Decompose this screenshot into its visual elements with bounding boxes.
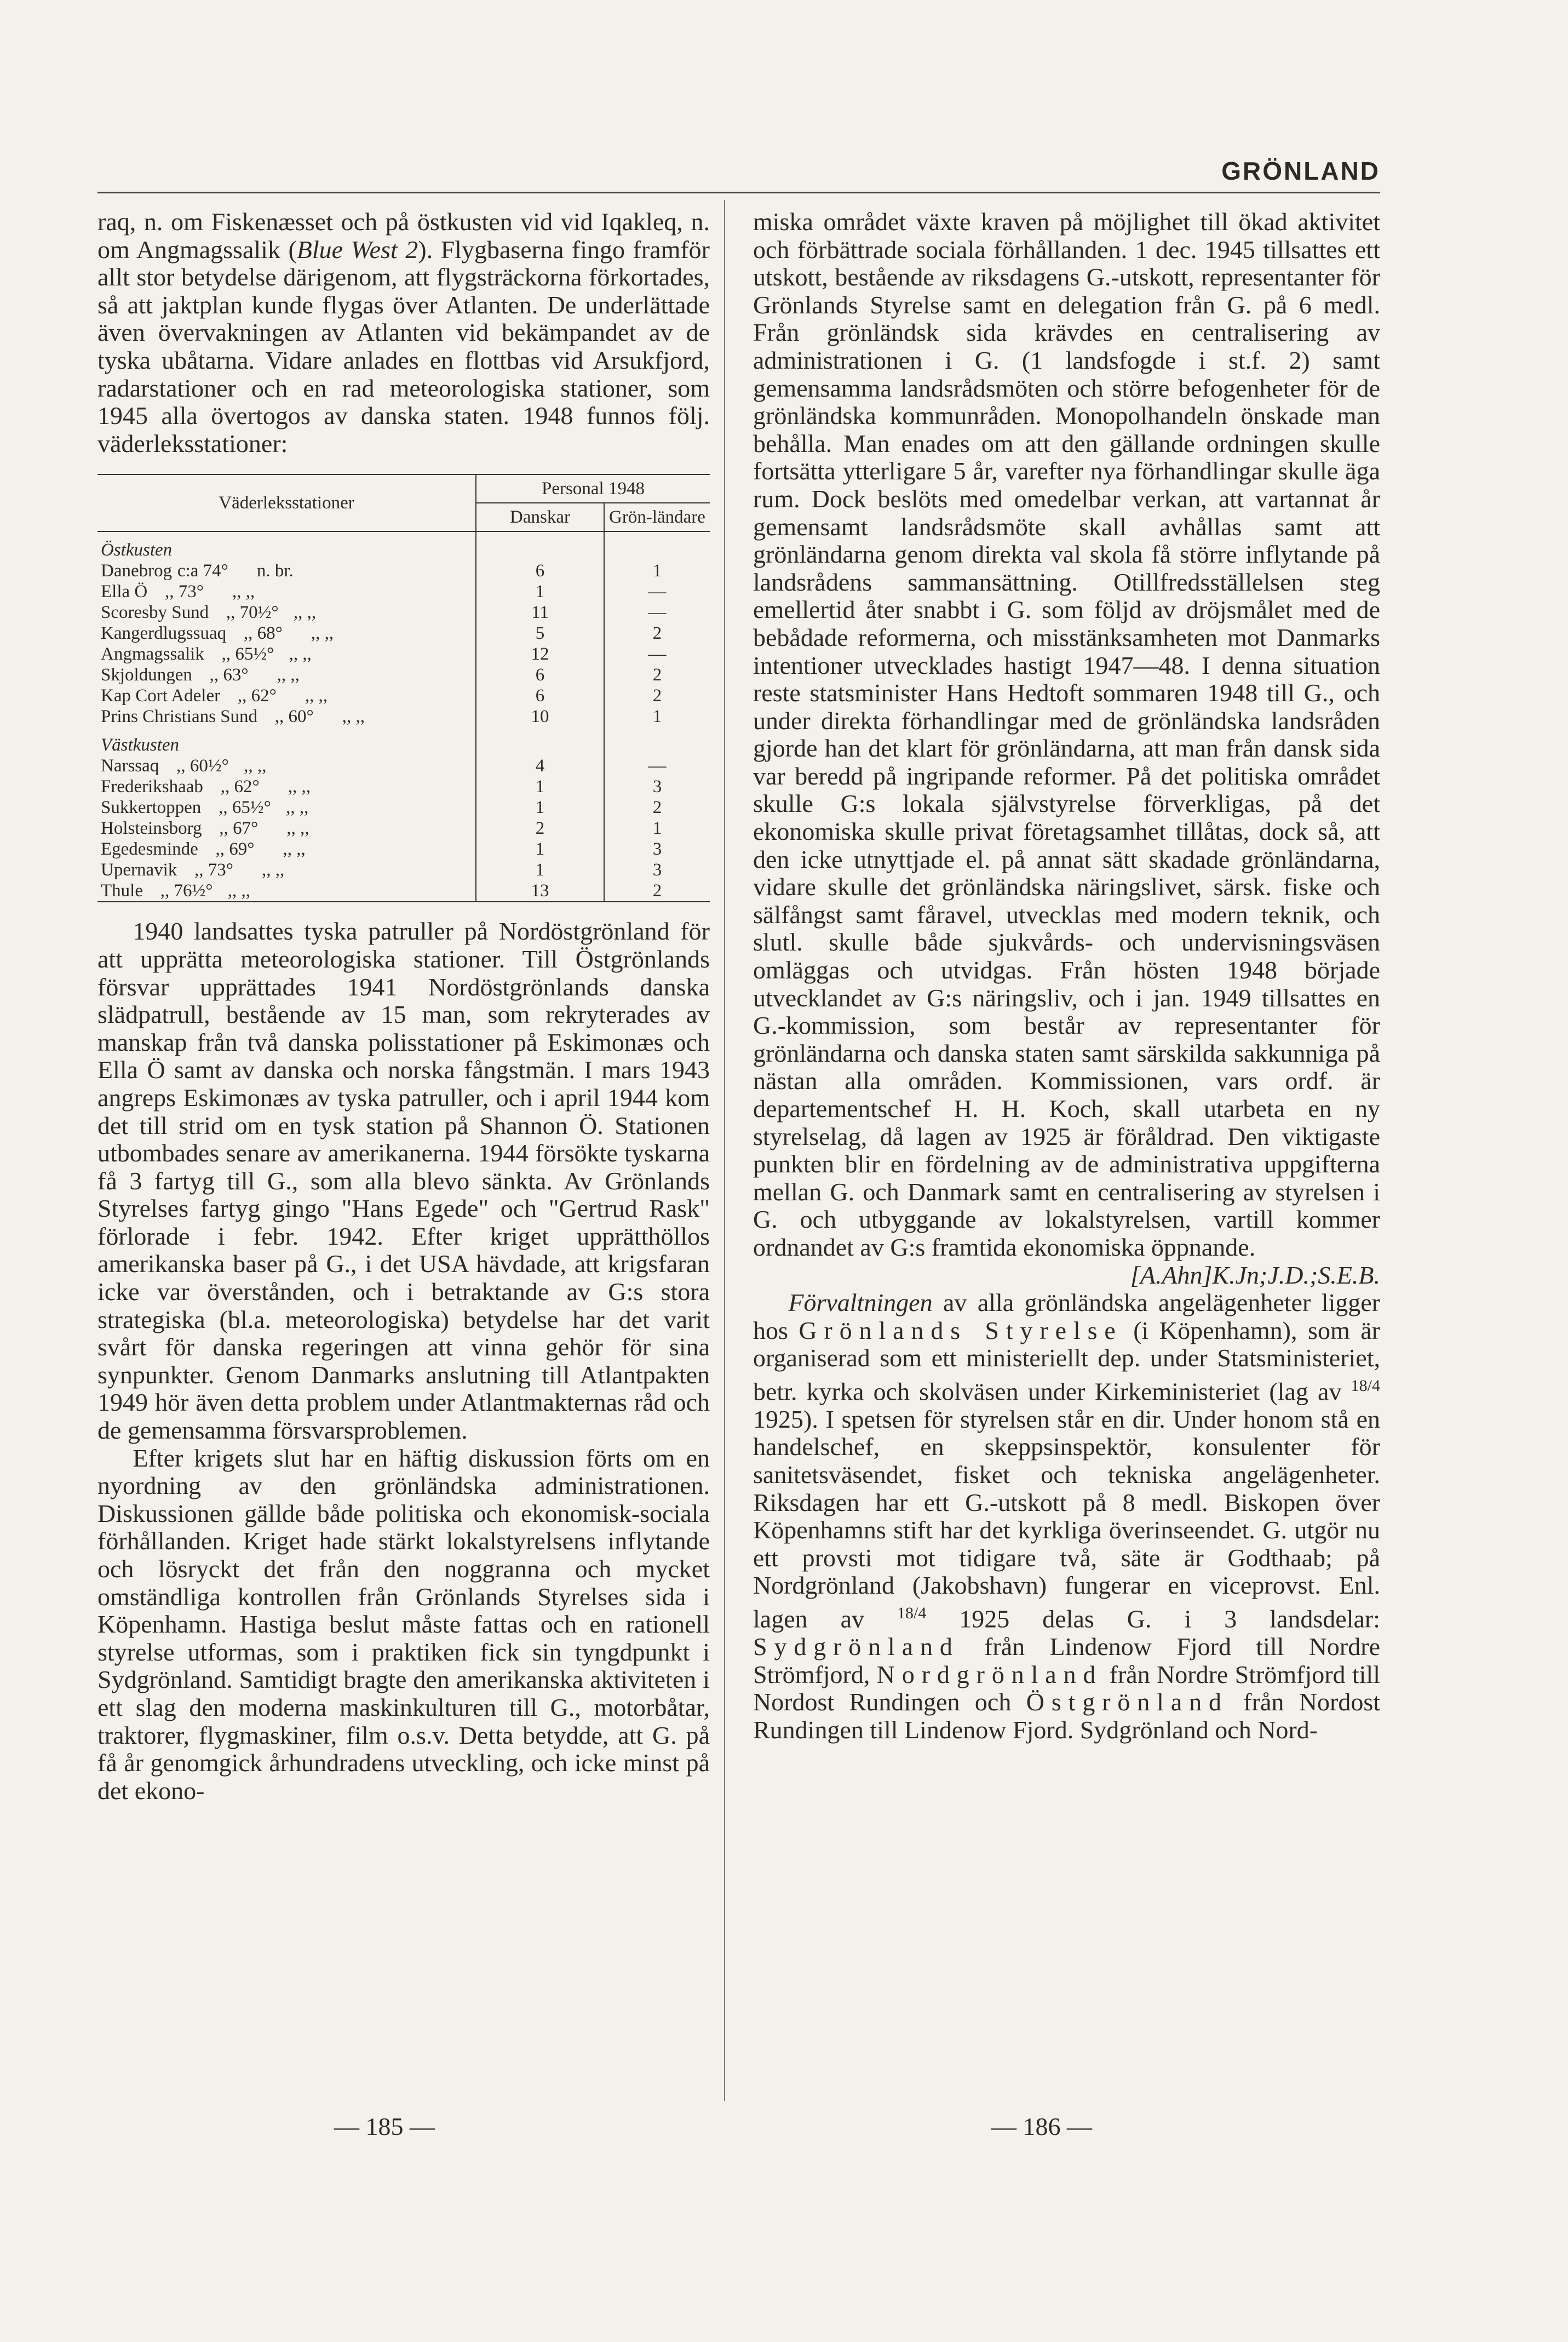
right-paragraph-1: miska området växte kraven på möjlighet till ökad aktivitet och förbättrade sociala förhållanden. 1 dec. 1945 tillsattes ett utskott, bestående av riksdagens G.-utskott, representanter för Grönlands Styrelse samt en delegation från G. på 6 medl. Från grönländsk sida krävdes en centralisering av administrationen i G. (1 landsfogde i st.f. 2) samt gemensamma landsrådsmöten och större befogenheter för de grönländska kommunråden. Monopolhandeln önskade man behålla. Man enades om att den gällande ordningen skulle fortsätta ytterligare 5 år, varefter nya förhandlingar skulle äga rum. Dock beslöts med omedelbar verkan, att vartannat år gemensamt landsrådsmöte skall avhållas samt att grönländarna genom direkta val skola få större inflytande på landsrådens sammansättning. Otillfredsställelsen steg emellertid åter snabbt i G. som följd av dröjsmålet med de bebådade reformerna, och misstänksamheten mot Danmarks intentioner utvecklades hastigt 1947—48. I denna situation reste statsminister Hans Hedtoft sommaren 1948 till G., och under direkta förhandlingar med de grönländska landsråden gjorde han det klart för grönländarna, att man från dansk sida var beredd på ingripande reformer. På det politiska området skulle G:s lokala självstyrelse förverkligas, på det ekonomiska skulle privat företagsamhet tillåtas, dock så, att den icke utnyttjade el. på annat sätt skadade grönländarna, vidare skulle det grönländska näringslivet, särsk. fiske och sälfångst samt fåravel, utvecklas med modern teknik, och slutl. skulle både sjukvårds- och undervisningsväsen omläggas och utvidgas. Från hösten 1948 började utvecklandet av G:s näringsliv, och i jan. 1949 tillsattes en G.-kommission, som består av representanter för grönländarna och danska staten samt särskilda sakkunniga på nästan alla områden. Kommissionen, vars ordf. är departementschef H. H. Koch, skall utarbeta en ny styrelselag, då lagen av 1925 är föråldrad. Den viktigaste punkten blir en fördelning av de administrativa uppgifterna mellan G. och Danmark samt en centralisering av styrelsen i G. och utbyggande av lokalstyrelsen, vartill kommer ordnandet av G:s framtida ekonomiska öppnande.: [753, 208, 1380, 1261]
station-name: Prins Christians Sund: [101, 707, 258, 727]
station-prefix: ,,: [220, 777, 230, 797]
table-row: [97, 776, 710, 797]
station-suffix: ,, ,,: [293, 603, 317, 623]
station-prefix: ,,: [219, 798, 228, 818]
station-cell: [97, 623, 476, 644]
station-suffix: ,, ,,: [232, 582, 255, 602]
station-suffix: ,, ,,: [342, 707, 365, 727]
danskar-cell: 13: [476, 880, 604, 902]
station-name: Frederikshaab: [101, 777, 203, 797]
station-cell: [97, 880, 476, 902]
station-latitude: 65½°: [232, 798, 271, 818]
station-cell: [97, 560, 476, 581]
danskar-cell: 5: [476, 623, 604, 644]
header-rule: [97, 192, 1380, 193]
table-row: [97, 755, 710, 776]
danskar-cell: 1: [476, 797, 604, 818]
left-paragraph-2: 1940 landsattes tyska patruller på Nordöstgrönland för att upprätta meteorologiska stationer. Till Östgrönlands försvar upprättades 1941 Nordöstgrönlands danska slädpatrull, bestående av 15 man, som rekryterades av manskap från två danska polisstationer på Eskimonæs och Ella Ö samt av danska och norska fångstmän. I mars 1943 angreps Eskimonæs av tyska patruller, och i april 1944 kom det till strid om en tysk station på Shannon Ö. Stationen utbombades senare av amerikanerna. 1944 försökte tyskarna få 3 fartyg till G., som alla blevo sänkta. Av Grönlands Styrelses fartyg gingo "Hans Egede" och "Gertrud Rask" förlorade i febr. 1942. Efter kriget upprätthöllos amerikanska baser på G., i det USA hävdade, att krigsfaran icke var överstånden, och i betraktande av G:s stora strategiska (bl.a. meteorologiska) betydelse har det varit svårt för danska regeringen att vinna gehör för sina synpunkter. Genom Danmarks anslutning till Atlantpakten 1949 hör även detta problem under Atlantmakternas råd och de gemensamma försvarsproblemen.: [97, 917, 710, 1445]
station-latitude: 73°: [208, 860, 233, 880]
gronlandare-cell: —: [648, 582, 667, 602]
left-paragraph-1: raq, n. om Fiskenæsset och på östkusten vid vid Iqakleq, n. om Angmagssalik (Blue West 2). Flygbaserna fingo framför allt stor betydelse därigenom, att flygsträckorna förkortades, så att jaktplan kunde flygas över Atlanten. De underlättade även övervakningen av Atlanten vid bekämpandet av de tyska ubåtarna. Vidare anlades en flottbas vid Arsukfjord, radarstationer och en rad meteorologiska stationer, som 1945 alla övertogos av danska staten. 1948 funnos följ. väderleksstationer:: [97, 208, 710, 457]
danskar-cell: 4: [476, 755, 604, 776]
station-prefix: ,,: [209, 665, 219, 685]
table-row: [97, 665, 710, 685]
station-latitude: 69°: [229, 839, 255, 860]
station-cell: [97, 602, 476, 623]
station-latitude: 74°: [203, 561, 228, 581]
gronlandare-cell: 3: [652, 860, 662, 880]
station-latitude: 67°: [233, 818, 259, 839]
danskar-cell: 2: [476, 818, 604, 839]
station-suffix: ,, ,,: [262, 860, 285, 880]
table-row: [97, 623, 710, 644]
gronlandare-cell: 1: [652, 707, 662, 727]
station-latitude: 62°: [234, 777, 260, 797]
station-name: Sukkertoppen: [101, 798, 202, 818]
station-name: Thule: [101, 881, 143, 901]
station-name: Kap Cort Adeler: [101, 686, 221, 706]
gronlandare-cell: —: [648, 603, 667, 623]
station-prefix: ,,: [215, 839, 225, 860]
gronlandare-cell: —: [648, 644, 667, 665]
station-name: Danebrog: [101, 561, 173, 581]
gronlandare-cell: 2: [652, 623, 662, 644]
table-row: [97, 818, 710, 839]
danskar-cell: 1: [476, 860, 604, 880]
station-name: Egedesminde: [101, 839, 198, 860]
station-cell: [97, 685, 476, 706]
station-prefix: ,,: [194, 860, 204, 880]
station-latitude: 70½°: [239, 603, 279, 623]
section-label: Östkusten: [97, 531, 476, 560]
table-row: [97, 860, 710, 880]
gronlandare-cell: 3: [652, 777, 662, 797]
station-suffix: ,, ,,: [311, 623, 334, 644]
station-suffix: ,, ,,: [289, 644, 312, 665]
station-latitude: 73°: [178, 582, 204, 602]
column-divider: [724, 200, 725, 2101]
station-name: Angmagssalik: [101, 644, 204, 665]
station-name: Skjoldungen: [101, 665, 192, 685]
station-cell: [97, 581, 476, 602]
gronlandare-cell: 3: [652, 839, 662, 860]
table-row: [97, 797, 710, 818]
station-name: Scoresby Sund: [101, 603, 209, 623]
station-latitude: 76½°: [174, 881, 213, 901]
station-latitude: 60°: [288, 707, 314, 727]
weather-stations-table: [97, 474, 710, 902]
table-row: [97, 602, 710, 623]
station-suffix: ,, ,,: [305, 686, 328, 706]
station-prefix: c:a: [177, 561, 199, 581]
station-suffix: ,, ,,: [277, 665, 300, 685]
danskar-cell: 11: [476, 602, 604, 623]
danskar-cell: 1: [476, 581, 604, 602]
station-cell: [97, 839, 476, 860]
station-cell: [97, 860, 476, 880]
danskar-cell: 6: [476, 665, 604, 685]
station-cell: [97, 776, 476, 797]
station-suffix: ,, ,,: [283, 839, 306, 860]
table-row: [97, 880, 710, 902]
table-section-row: [97, 727, 710, 755]
station-prefix: ,,: [226, 603, 236, 623]
col-header-stations: Väderleksstationer: [97, 474, 476, 531]
station-latitude: 62°: [251, 686, 277, 706]
station-latitude: 63°: [223, 665, 249, 685]
table-row: [97, 685, 710, 706]
station-cell: [97, 797, 476, 818]
table-row: [97, 581, 710, 602]
station-latitude: 68°: [257, 623, 283, 644]
author-signature: [A.Ahn]K.Jn;J.D.;S.E.B.: [1130, 1261, 1380, 1289]
col-header-gronlandare: Grön-ländare: [609, 507, 705, 528]
station-name: Kangerdlugssuaq: [101, 623, 227, 644]
station-suffix: n. br.: [256, 561, 294, 581]
station-cell: [97, 818, 476, 839]
station-cell: [97, 755, 476, 776]
gronlandare-cell: 1: [652, 561, 662, 581]
danskar-cell: 6: [476, 560, 604, 581]
station-cell: [97, 665, 476, 685]
station-suffix: ,, ,,: [286, 818, 309, 839]
station-name: Narssaq: [101, 756, 159, 776]
col-header-danskar: Danskar: [476, 503, 604, 531]
gronlandare-cell: 2: [652, 665, 662, 685]
right-column: [753, 208, 1380, 1744]
danskar-cell: 10: [476, 706, 604, 727]
station-suffix: ,, ,,: [244, 756, 267, 776]
station-name: Upernavik: [101, 860, 177, 880]
station-prefix: ,,: [176, 756, 186, 776]
gronlandare-cell: 2: [652, 798, 662, 818]
station-latitude: 65½°: [235, 644, 274, 665]
station-name: Ella Ö: [101, 582, 148, 602]
left-column: [97, 208, 710, 1805]
section-label: Västkusten: [97, 727, 476, 755]
col-header-personal: Personal 1948: [476, 474, 710, 503]
danskar-cell: 12: [476, 644, 604, 665]
danskar-cell: 1: [476, 839, 604, 860]
right-paragraph-2: Förvaltningen av alla grönländska angelägenheter ligger hos Grönlands Styrelse (i Köpenhamn), som är organiserad som ett ministeriellt dep. under Statsministeriet, betr. kyrka och skolväsen under Kirkeministeriet (lag av $^{18/4}$ 1925). I spetsen för styrelsen står en dir. Under honom stå en handelschef, en skeppsinspektör, konsulenter för sanitetsväsendet, fisket och tekniska angelägenheter. Riksdagen har ett G.-utskott på 8 medl. Biskopen över Köpenhamns stift har det kyrkliga överinseendet. G. utgör nu ett provsti mot tidigare två, säte är Godthaab; på Nordgrönland (Jakobshavn) fungerar en viceprovst. Enl. lagen av $^{18/4}$ 1925 delas G. i 3 landsdelar: Sydgrönland från Lindenow Fjord till Nordre Strömfjord, Nordgrönland från Nordre Strömfjord till Nordost Rundingen och Östgrönland från Nordost Rundingen till Lindenow Fjord. Sydgrönland och Nord-: [753, 1289, 1381, 1744]
station-prefix: ,,: [274, 707, 284, 727]
table-section-row: [97, 531, 710, 560]
station-suffix: ,, ,,: [286, 798, 309, 818]
gronlandare-cell: —: [648, 756, 667, 776]
station-prefix: ,,: [221, 644, 231, 665]
gronlandare-cell: 1: [652, 818, 662, 839]
left-paragraph-3: Efter krigets slut har en häftig diskussion förts om en nyordning av den grönländska administrationen. Diskussionen gällde både politiska och ekonomisk-sociala förhållanden. Kriget hade stärkt lokalstyrelsens inflytande och lösryckt det från den noggranna och mycket omständliga kontrollen från Grönlands Styrelses sida i Köpenhamn. Hastiga beslut måste fattas och en rationell styrelse utformas, som i praktiken fick sin tyngdpunkt i Sydgrönland. Samtidigt bragte den amerikanska aktiviteten i ett slag den moderna maskinkulturen till G., motorbåtar, traktorer, flygmaskiner, film o.s.v. Detta betydde, att G. på få år genomgick århundradens utveckling, och icke minst på det ekono-: [97, 1444, 710, 1805]
gronlandare-cell: 2: [652, 686, 662, 706]
danskar-cell: 1: [476, 776, 604, 797]
danskar-cell: 6: [476, 685, 604, 706]
station-prefix: ,,: [160, 881, 170, 901]
station-prefix: ,,: [237, 686, 247, 706]
page-number-right: — 186 —: [991, 2112, 1092, 2140]
station-prefix: ,,: [164, 582, 174, 602]
table-row: [97, 560, 710, 581]
table-row: [97, 839, 710, 860]
station-name: Holsteinsborg: [101, 818, 202, 839]
station-cell: [97, 706, 476, 727]
station-suffix: ,, ,,: [288, 777, 311, 797]
station-prefix: ,,: [219, 818, 228, 839]
gronlandare-cell: 2: [604, 880, 710, 902]
table-row: [97, 706, 710, 727]
station-prefix: ,,: [243, 623, 253, 644]
station-suffix: ,, ,,: [227, 881, 250, 901]
table-row: [97, 644, 710, 665]
station-cell: [97, 644, 476, 665]
page-number-left: — 185 —: [334, 2112, 435, 2140]
station-latitude: 60½°: [189, 756, 229, 776]
running-header: GRÖNLAND: [1221, 157, 1380, 185]
